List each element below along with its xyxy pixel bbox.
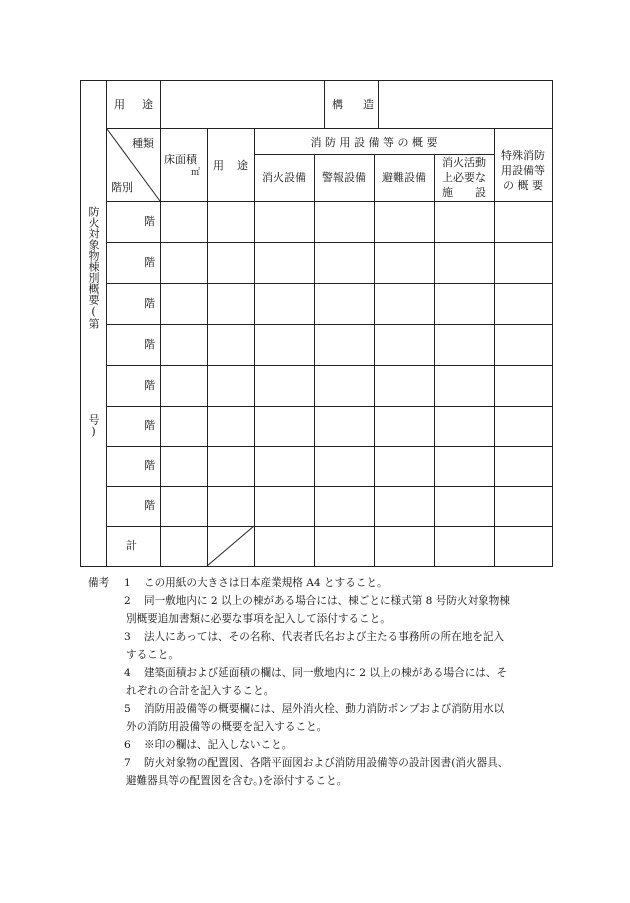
note-continuation — [88, 682, 558, 700]
notes-label: 備考 — [88, 577, 110, 589]
note-number: 7 — [124, 757, 131, 769]
floor-row-label: 階 — [144, 379, 155, 392]
note-text: 別概要追加書類に必要な事項を記入して添付すること。 — [126, 613, 391, 625]
side-title-part1: 防火対象物棟別概要(第 — [87, 206, 100, 329]
floor-row-label: 階 — [144, 338, 155, 351]
note-continuation — [88, 646, 558, 664]
use-label-char2: 途 — [142, 98, 153, 111]
note-text: 防火対象物の配置図、各階平面図および消防用設備等の設計図書(消火器具、 — [144, 757, 509, 769]
note-text: 外の消防用設備等の概要を記入すること。 — [126, 721, 328, 733]
note-text: れぞれの合計を記入すること。 — [126, 685, 275, 697]
kind-label: 種類 — [132, 137, 154, 150]
note-text: この用紙の大きさは日本産業規格 A4 とすること。 — [144, 577, 388, 589]
floor-area-unit: ㎡ — [191, 168, 201, 178]
diagonal-lines — [80, 80, 553, 567]
note-number: 1 — [124, 577, 131, 589]
note-item — [88, 664, 558, 682]
use-label-char1: 用 — [114, 98, 125, 111]
note-continuation — [88, 772, 558, 790]
special-heading-line3: の 概 要 — [503, 179, 543, 192]
note-item — [88, 574, 558, 592]
floor-area-label: 床面積 — [164, 153, 197, 166]
note-text: 法人にあっては、その名称、代表者氏名および主たる事務所の所在地を記入 — [144, 631, 505, 643]
structure-label-char1: 構 — [332, 98, 343, 111]
special-heading-line2: 用設備等 — [501, 164, 545, 177]
evacuation-heading: 避難設備 — [382, 171, 426, 184]
note-number: 3 — [124, 631, 131, 643]
equipment-overview-heading: 消 防 用 設 備 等 の 概 要 — [310, 136, 438, 149]
building-overview-form — [80, 80, 553, 567]
firefighting-heading-line1: 消火活動 — [442, 156, 486, 169]
note-item — [88, 628, 558, 646]
note-item — [88, 592, 558, 610]
note-text: 同一敷地内に 2 以上の棟がある場合には、棟ごとに様式第 8 号防火対象物棟 — [144, 595, 510, 607]
side-title-part2: 号) — [87, 414, 100, 438]
use-header-char2: 途 — [237, 159, 248, 172]
note-continuation — [88, 610, 558, 628]
firefighting-heading-line3: 施 設 — [442, 186, 486, 199]
note-text: 避難器具等の配置図を含む。)を添付すること。 — [126, 775, 348, 787]
note-item — [88, 736, 558, 754]
alarm-heading: 警報設備 — [322, 171, 366, 184]
note-number: 4 — [124, 667, 131, 679]
fire-extinguishing-heading: 消火設備 — [262, 171, 306, 184]
note-text: 建築面積および延面積の欄は、同一敷地内に 2 以上の棟がある場合には、そ — [144, 667, 508, 679]
use-header-char1: 用 — [213, 159, 224, 172]
special-heading-line1: 特殊消防 — [501, 149, 545, 162]
note-continuation — [88, 718, 558, 736]
note-number: 5 — [124, 703, 131, 715]
firefighting-heading-line2: 上必要な — [442, 171, 486, 184]
floor-row-label: 階 — [144, 297, 155, 310]
floor-row-label: 階 — [144, 215, 155, 228]
note-text: すること。 — [126, 649, 179, 661]
note-item — [88, 754, 558, 772]
note-number: 2 — [124, 595, 131, 607]
floor-row-label: 階 — [144, 459, 155, 472]
floor-row-label: 階 — [144, 256, 155, 269]
note-number: 6 — [124, 739, 131, 751]
structure-label-char2: 造 — [363, 98, 374, 111]
note-text: ※印の欄は、記入しないこと。 — [144, 739, 293, 751]
floor-row-label: 階 — [144, 419, 155, 432]
floor-row-label: 階 — [144, 499, 155, 512]
note-item — [88, 700, 558, 718]
note-text: 消防用設備等の概要欄には、屋外消火栓、動力消防ポンプおよび消防用水以 — [144, 703, 505, 715]
total-diagonal — [207, 526, 254, 566]
total-label: 計 — [126, 539, 137, 552]
notes-section — [88, 574, 558, 790]
floor-label: 階別 — [111, 181, 133, 194]
